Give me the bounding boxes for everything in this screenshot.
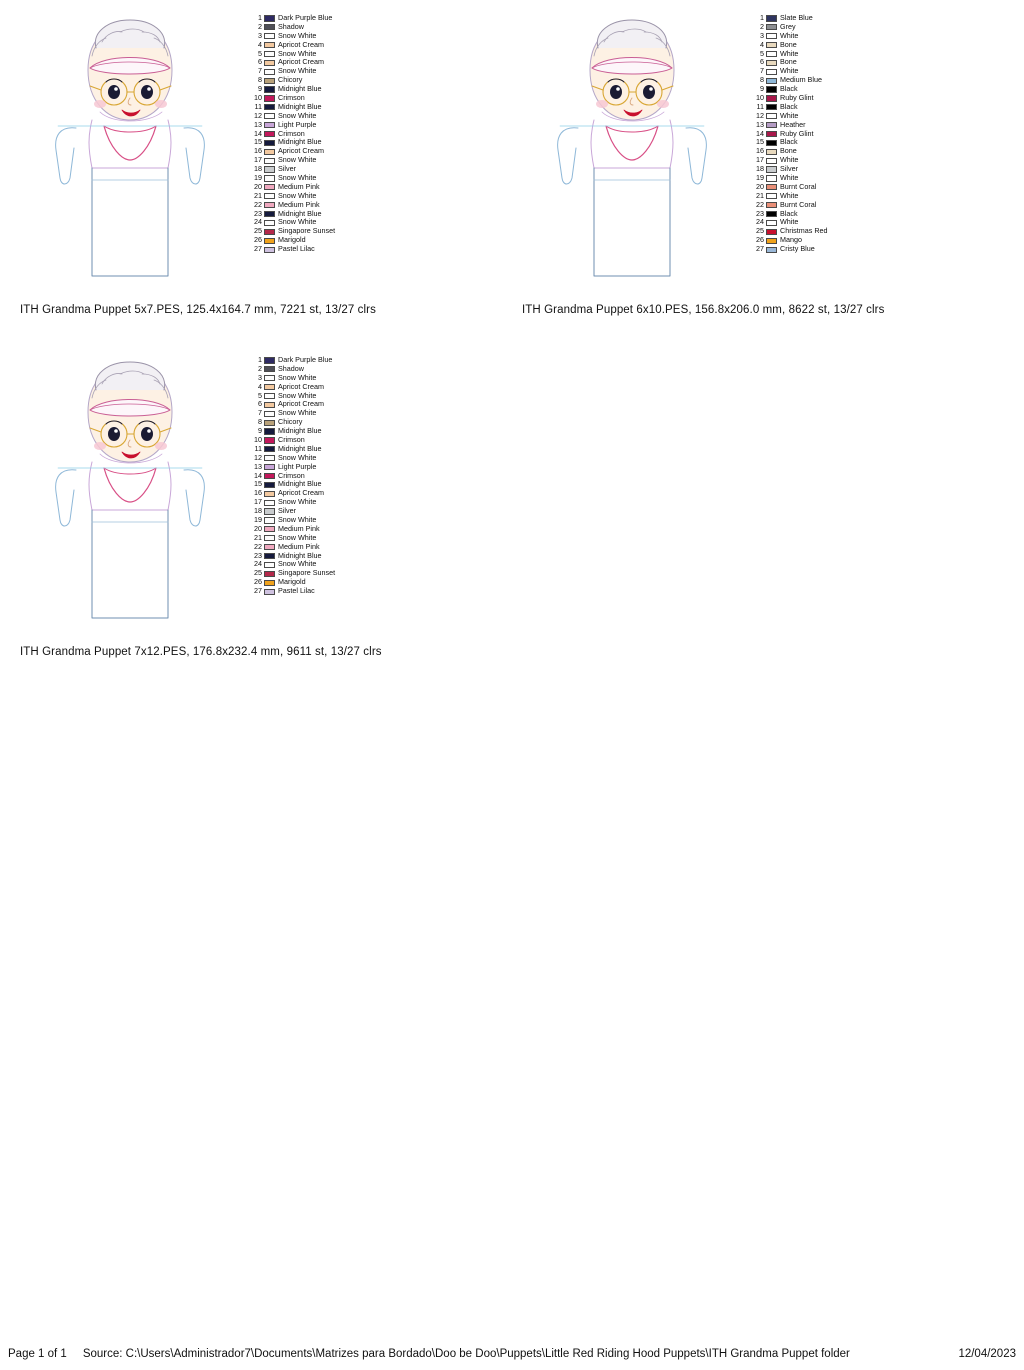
color-swatch <box>766 60 777 66</box>
color-swatch <box>766 86 777 92</box>
color-swatch <box>766 113 777 119</box>
color-index: 20 <box>254 523 262 533</box>
color-name: White <box>780 110 799 120</box>
color-index: 21 <box>756 190 764 200</box>
color-name: Marigold <box>278 235 306 245</box>
color-name: Apricot Cream <box>278 399 324 409</box>
color-index: 18 <box>756 164 764 174</box>
color-index: 7 <box>760 66 764 76</box>
color-name: Midnight Blue <box>278 443 322 453</box>
color-name: Snow White <box>278 217 317 227</box>
color-name: Pastel Lilac <box>278 586 315 596</box>
color-name: Apricot Cream <box>278 488 324 498</box>
color-index: 20 <box>756 181 764 191</box>
color-name: Black <box>780 84 798 94</box>
color-swatch <box>766 247 777 253</box>
design-preview-7x12 <box>30 350 230 640</box>
color-name: Apricot Cream <box>278 381 324 391</box>
color-index: 22 <box>254 541 262 551</box>
color-index: 2 <box>258 363 262 373</box>
color-name: Crimson <box>278 435 305 445</box>
color-name: Snow White <box>278 532 317 542</box>
color-swatch <box>264 455 275 461</box>
color-index: 19 <box>756 173 764 183</box>
color-swatch <box>264 428 275 434</box>
color-name: Black <box>780 101 798 111</box>
color-index: 4 <box>258 39 262 49</box>
color-name: Medium Blue <box>780 75 822 85</box>
color-list-5x7 <box>248 14 335 254</box>
color-swatch <box>264 580 275 586</box>
color-swatch <box>264 357 275 363</box>
color-swatch <box>264 42 275 48</box>
color-index: 19 <box>254 173 262 183</box>
color-name: Chicory <box>278 417 303 427</box>
color-name: Snow White <box>278 559 317 569</box>
color-name: Midnight Blue <box>278 550 322 560</box>
color-swatch <box>766 175 777 181</box>
color-index: 17 <box>254 497 262 507</box>
color-swatch <box>766 69 777 75</box>
design-caption-6x10: ITH Grandma Puppet 6x10.PES, 156.8x206.0 mm, 8622 st, 13/27 clrs <box>522 304 885 316</box>
color-name: Snow White <box>278 372 317 382</box>
color-index: 5 <box>258 48 262 58</box>
color-index: 23 <box>254 550 262 560</box>
color-name: Medium Pink <box>278 541 320 551</box>
color-index: 3 <box>258 372 262 382</box>
color-swatch <box>264 366 275 372</box>
color-index: 17 <box>254 155 262 165</box>
color-index: 14 <box>254 128 262 138</box>
color-name: Bone <box>780 146 797 156</box>
color-swatch <box>766 238 777 244</box>
color-index: 6 <box>258 399 262 409</box>
color-index: 25 <box>254 226 262 236</box>
color-swatch <box>264 140 275 146</box>
color-name: Heather <box>780 119 806 129</box>
color-row <box>248 587 335 596</box>
color-index: 1 <box>760 13 764 22</box>
design-preview-5x7 <box>30 8 230 298</box>
color-index: 12 <box>254 452 262 462</box>
color-swatch <box>766 78 777 84</box>
color-swatch <box>766 42 777 48</box>
color-index: 14 <box>254 470 262 480</box>
color-swatch <box>766 193 777 199</box>
color-index: 1 <box>258 355 262 364</box>
color-index: 12 <box>756 110 764 120</box>
color-name: White <box>780 155 799 165</box>
color-swatch <box>264 131 275 137</box>
color-index: 13 <box>254 461 262 471</box>
color-swatch <box>264 508 275 514</box>
color-swatch <box>766 131 777 137</box>
color-index: 12 <box>254 110 262 120</box>
color-swatch <box>264 113 275 119</box>
color-swatch <box>264 384 275 390</box>
design-caption-5x7: ITH Grandma Puppet 5x7.PES, 125.4x164.7 mm, 7221 st, 13/27 clrs <box>20 304 376 316</box>
color-index: 25 <box>254 568 262 578</box>
color-swatch <box>264 402 275 408</box>
color-name: Chicory <box>278 75 303 85</box>
color-name: Bone <box>780 39 797 49</box>
color-index: 18 <box>254 506 262 516</box>
color-swatch <box>264 51 275 57</box>
color-index: 23 <box>254 208 262 218</box>
color-swatch <box>264 238 275 244</box>
color-name: Crimson <box>278 470 305 480</box>
color-index: 26 <box>254 235 262 245</box>
color-index: 20 <box>254 181 262 191</box>
color-index: 24 <box>756 217 764 227</box>
color-index: 27 <box>254 586 262 596</box>
color-name: Midnight Blue <box>278 426 322 436</box>
color-index: 16 <box>756 146 764 156</box>
color-swatch <box>264 60 275 66</box>
color-swatch <box>766 104 777 110</box>
color-swatch <box>264 375 275 381</box>
color-name: Singapore Sunset <box>278 226 336 236</box>
color-index: 11 <box>756 101 764 111</box>
color-swatch <box>264 122 275 128</box>
color-index: 21 <box>254 190 262 200</box>
color-name: Midnight Blue <box>278 101 322 111</box>
color-swatch <box>264 211 275 217</box>
color-name: Shadow <box>278 21 304 31</box>
color-name: Light Purple <box>278 119 317 129</box>
color-index: 21 <box>254 532 262 542</box>
color-name: Black <box>780 137 798 147</box>
color-swatch <box>264 589 275 595</box>
color-swatch <box>264 220 275 226</box>
color-swatch <box>264 166 275 172</box>
color-index: 16 <box>254 488 262 498</box>
design-block-5x7 <box>20 8 376 316</box>
color-swatch <box>766 158 777 164</box>
color-swatch <box>264 229 275 235</box>
color-index: 5 <box>258 390 262 400</box>
color-index: 26 <box>254 577 262 587</box>
color-name: Snow White <box>278 390 317 400</box>
color-swatch <box>264 482 275 488</box>
color-index: 15 <box>254 479 262 489</box>
design-caption-7x12: ITH Grandma Puppet 7x12.PES, 176.8x232.4 mm, 9611 st, 13/27 clrs <box>20 646 382 658</box>
color-name: Cristy Blue <box>780 244 815 254</box>
color-swatch <box>264 202 275 208</box>
color-index: 1 <box>258 13 262 22</box>
color-swatch <box>766 51 777 57</box>
color-swatch <box>264 149 275 155</box>
color-name: Slate Blue <box>780 13 813 22</box>
color-swatch <box>264 33 275 39</box>
color-swatch <box>264 562 275 568</box>
color-name: Silver <box>278 164 296 174</box>
page-number: Page 1 of 1 <box>8 1348 67 1360</box>
color-swatch <box>264 15 275 21</box>
color-index: 13 <box>254 119 262 129</box>
color-name: Bone <box>780 57 797 67</box>
color-name: Apricot Cream <box>278 146 324 156</box>
color-name: Burnt Coral <box>780 199 817 209</box>
color-swatch <box>264 193 275 199</box>
color-swatch <box>264 24 275 30</box>
color-name: White <box>780 66 799 76</box>
color-index: 26 <box>756 235 764 245</box>
color-name: Black <box>780 208 798 218</box>
color-name: Medium Pink <box>278 523 320 533</box>
color-index: 23 <box>756 208 764 218</box>
color-name: Snow White <box>278 497 317 507</box>
color-name: White <box>780 190 799 200</box>
color-swatch <box>264 86 275 92</box>
color-name: Crimson <box>278 93 305 103</box>
color-index: 4 <box>258 381 262 391</box>
grandma-puppet-illustration <box>30 8 230 298</box>
color-index: 8 <box>258 417 262 427</box>
color-index: 8 <box>760 75 764 85</box>
color-index: 24 <box>254 559 262 569</box>
color-name: Ruby Glint <box>780 93 814 103</box>
color-swatch <box>264 446 275 452</box>
color-index: 2 <box>760 21 764 31</box>
color-index: 14 <box>756 128 764 138</box>
color-index: 3 <box>258 30 262 40</box>
color-swatch <box>766 33 777 39</box>
color-swatch <box>264 393 275 399</box>
color-name: Snow White <box>278 110 317 120</box>
color-index: 19 <box>254 515 262 525</box>
color-index: 24 <box>254 217 262 227</box>
color-index: 15 <box>254 137 262 147</box>
color-index: 13 <box>756 119 764 129</box>
grandma-puppet-illustration <box>532 8 732 298</box>
color-swatch <box>766 220 777 226</box>
color-name: Grey <box>780 21 796 31</box>
color-index: 7 <box>258 66 262 76</box>
color-name: Snow White <box>278 452 317 462</box>
color-swatch <box>766 166 777 172</box>
source-path: Source: C:\Users\Administrador7\Documents\Matrizes para Bordado\Doo be Doo\Puppets\Little Red Riding Hood Puppets\ITH Grandma Puppet folder <box>82 1348 850 1360</box>
color-swatch <box>766 140 777 146</box>
color-name: Apricot Cream <box>278 57 324 67</box>
color-index: 27 <box>254 244 262 254</box>
color-name: Midnight Blue <box>278 208 322 218</box>
color-index: 17 <box>756 155 764 165</box>
color-index: 10 <box>254 435 262 445</box>
color-index: 9 <box>760 84 764 94</box>
color-swatch <box>766 24 777 30</box>
color-swatch <box>264 247 275 253</box>
color-list-6x10 <box>750 14 828 254</box>
color-name: Midnight Blue <box>278 479 322 489</box>
color-index: 6 <box>258 57 262 67</box>
color-name: Singapore Sunset <box>278 568 336 578</box>
color-name: Snow White <box>278 66 317 76</box>
color-swatch <box>264 526 275 532</box>
color-name: Marigold <box>278 577 306 587</box>
color-index: 16 <box>254 146 262 156</box>
color-name: White <box>780 48 799 58</box>
color-index: 6 <box>760 57 764 67</box>
color-swatch <box>264 78 275 84</box>
color-swatch <box>264 517 275 523</box>
color-name: Medium Pink <box>278 181 320 191</box>
color-name: Dark Purple Blue <box>278 13 333 22</box>
color-name: Snow White <box>278 48 317 58</box>
color-swatch <box>264 571 275 577</box>
design-block-6x10 <box>522 8 884 316</box>
color-index: 3 <box>760 30 764 40</box>
color-swatch <box>264 69 275 75</box>
color-name: Dark Purple Blue <box>278 355 333 364</box>
color-name: Mango <box>780 235 802 245</box>
color-name: Snow White <box>278 190 317 200</box>
color-swatch <box>264 411 275 417</box>
print-date: 12/04/2023 <box>958 1348 1016 1360</box>
color-name: Snow White <box>278 515 317 525</box>
color-swatch <box>264 553 275 559</box>
color-swatch <box>264 500 275 506</box>
color-name: Snow White <box>278 155 317 165</box>
color-swatch <box>264 104 275 110</box>
color-name: White <box>780 30 799 40</box>
color-name: Crimson <box>278 128 305 138</box>
color-name: Burnt Coral <box>780 181 817 191</box>
color-swatch <box>264 464 275 470</box>
color-index: 4 <box>760 39 764 49</box>
color-index: 15 <box>756 137 764 147</box>
color-index: 9 <box>258 84 262 94</box>
color-name: White <box>780 217 799 227</box>
design-preview-6x10 <box>532 8 732 298</box>
color-index: 22 <box>756 199 764 209</box>
color-swatch <box>766 184 777 190</box>
color-index: 8 <box>258 75 262 85</box>
color-swatch <box>766 202 777 208</box>
color-index: 18 <box>254 164 262 174</box>
color-swatch <box>264 437 275 443</box>
color-name: Ruby Glint <box>780 128 814 138</box>
color-index: 25 <box>756 226 764 236</box>
color-swatch <box>264 175 275 181</box>
color-index: 7 <box>258 408 262 418</box>
color-name: Pastel Lilac <box>278 244 315 254</box>
color-name: Silver <box>278 506 296 516</box>
color-name: Snow White <box>278 30 317 40</box>
color-index: 10 <box>756 93 764 103</box>
color-row <box>248 245 335 254</box>
color-row <box>750 245 828 254</box>
color-index: 2 <box>258 21 262 31</box>
color-swatch <box>766 95 777 101</box>
color-swatch <box>264 544 275 550</box>
color-swatch <box>264 491 275 497</box>
color-index: 5 <box>760 48 764 58</box>
color-swatch <box>264 158 275 164</box>
color-swatch <box>766 15 777 21</box>
color-name: Snow White <box>278 173 317 183</box>
color-swatch <box>766 211 777 217</box>
color-swatch <box>264 95 275 101</box>
color-name: Midnight Blue <box>278 137 322 147</box>
color-name: Medium Pink <box>278 199 320 209</box>
color-swatch <box>264 420 275 426</box>
color-index: 11 <box>254 443 262 453</box>
design-block-7x12 <box>20 350 382 658</box>
color-swatch <box>766 122 777 128</box>
color-swatch <box>264 473 275 479</box>
color-name: Snow White <box>278 408 317 418</box>
grandma-puppet-illustration <box>30 350 230 640</box>
color-name: Light Purple <box>278 461 317 471</box>
color-index: 11 <box>254 101 262 111</box>
color-index: 9 <box>258 426 262 436</box>
color-name: Apricot Cream <box>278 39 324 49</box>
color-name: Silver <box>780 164 798 174</box>
color-swatch <box>264 535 275 541</box>
color-name: Shadow <box>278 363 304 373</box>
color-name: White <box>780 173 799 183</box>
color-index: 27 <box>756 244 764 254</box>
page-footer <box>0 1348 1024 1360</box>
color-name: Midnight Blue <box>278 84 322 94</box>
color-index: 10 <box>254 93 262 103</box>
color-name: Christmas Red <box>780 226 828 236</box>
color-list-7x12 <box>248 356 335 596</box>
color-swatch <box>766 229 777 235</box>
color-swatch <box>264 184 275 190</box>
color-index: 22 <box>254 199 262 209</box>
color-swatch <box>766 149 777 155</box>
